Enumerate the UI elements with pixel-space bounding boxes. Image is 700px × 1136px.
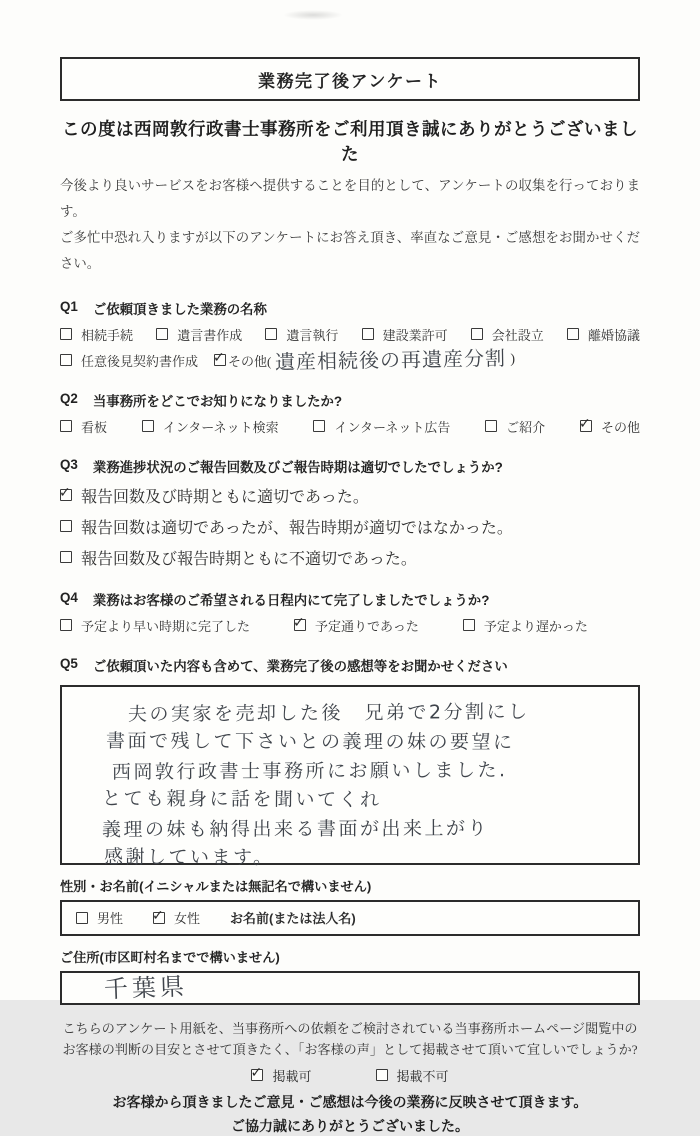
question-q5 <box>60 655 640 869</box>
gender-name-field <box>60 876 640 936</box>
q3-number: Q3 <box>60 456 78 472</box>
checkbox-icon <box>471 328 483 340</box>
option-count-ok-timing-not <box>60 515 640 538</box>
checkbox-icon <box>60 619 72 631</box>
option-label: 遺言執行 <box>286 327 339 343</box>
option-label: インターネット広告 <box>334 419 451 435</box>
option-label: 報告回数は適切であったが、報告時期が適切ではなかった。 <box>81 519 513 537</box>
intro-paragraph <box>60 173 640 278</box>
checkbox-icon <box>313 420 325 432</box>
thanks-heading: この度は西岡敦行政書士事務所をご利用頂き誠にありがとうございました <box>62 119 638 164</box>
q1-other-label: その他( <box>228 353 272 369</box>
option-divorce-agreement <box>567 325 640 344</box>
checkbox-icon <box>60 328 72 340</box>
option-label: 報告回数及び報告時期ともに不適切であった。 <box>81 550 417 568</box>
option-label: 会社設立 <box>491 327 544 343</box>
option-earlier-than-planned <box>60 616 250 635</box>
option-company-incorporation <box>471 325 544 344</box>
q5-header <box>60 656 640 675</box>
checkbox-icon <box>142 420 154 432</box>
address-box <box>60 971 640 1005</box>
checkbox-icon <box>60 551 72 563</box>
option-label: その他 <box>600 419 640 435</box>
checkbox-icon <box>76 912 88 924</box>
q2-question-text: 当事務所をどこでお知りになりましたか? <box>92 393 343 409</box>
option-label: 任意後見契約書作成 <box>81 353 199 369</box>
option-label: 女性 <box>174 911 201 927</box>
option-label: 建設業許可 <box>382 327 448 343</box>
publish-consent-line-1: こちらのアンケート用紙を、当事務所への依頼をご検討されている当事務所ホームページ閲覧中の <box>62 1020 638 1036</box>
checkbox-icon <box>567 328 579 340</box>
q3-options-list <box>60 484 640 569</box>
checkbox-checked-icon <box>214 354 226 366</box>
title-box <box>60 57 640 101</box>
q5-question-text: ご依頼頂いた内容も含めて、業務完了後の感想等をお聞かせください <box>92 658 508 674</box>
q3-question-text: 業務進捗状況のご報告回数及びご報告時期は適切でしたでしょうか? <box>92 459 503 475</box>
option-inheritance-procedure <box>60 325 133 344</box>
option-label: 看板 <box>81 419 108 435</box>
address-label: ご住所(市区町村名までで構いません) <box>60 949 280 965</box>
q1-options-row2 <box>60 346 640 375</box>
option-female <box>153 908 200 927</box>
form-title: 業務完了後アンケート <box>258 71 442 91</box>
checkbox-icon <box>60 354 72 366</box>
intro-line-2: ご多忙中恐れ入りますが以下のアンケートにお答え頂き、率直なご意見・ご感想をお聞かせください。 <box>60 230 640 272</box>
option-publish-ok <box>251 1066 311 1085</box>
option-voluntary-guardianship-contract <box>60 351 198 370</box>
q1-question-text: ご依頼頂きました業務の名称 <box>92 301 267 317</box>
checkbox-icon <box>485 420 497 432</box>
handwritten-line: 夫の実家を売却した後 兄弟で2分割にし <box>127 700 530 726</box>
option-male <box>76 908 123 927</box>
name-entry-label: お名前(または法人名) <box>230 911 356 927</box>
checkbox-checked-icon <box>294 619 306 631</box>
checkbox-icon <box>463 619 475 631</box>
checkbox-icon <box>156 328 168 340</box>
option-label: 遺言書作成 <box>177 327 243 343</box>
q4-question-text: 業務はお客様のご希望される日程内にて完了しましたでしょうか? <box>92 592 490 608</box>
question-q2 <box>60 391 640 436</box>
q3-header <box>60 457 640 476</box>
q1-other-option <box>214 346 516 375</box>
option-both-inappropriate <box>60 546 640 569</box>
publish-consent-line-2: お客様の判断の目安とさせて頂きたく、「お客様の声」として掲載させて頂いて宜しいでしょうか? <box>62 1042 638 1058</box>
handwritten-line: 書面で残して下さいとの義理の妹の要望に <box>105 729 515 754</box>
option-label: ご紹介 <box>506 419 546 435</box>
handwritten-line: 義理の妹も納得出来る書面が出来上がり <box>101 817 490 841</box>
question-q1 <box>60 298 640 375</box>
option-label: 予定より遅かった <box>483 618 588 634</box>
question-q4 <box>60 590 640 635</box>
option-label: 報告回数及び時期ともに適切であった。 <box>81 488 369 506</box>
checkbox-icon <box>60 520 72 532</box>
question-q3 <box>60 457 640 569</box>
checkbox-checked-icon <box>60 489 72 501</box>
address-field <box>60 947 640 1005</box>
checkbox-checked-icon <box>580 420 592 432</box>
checkbox-icon <box>265 328 277 340</box>
checkbox-icon <box>362 328 374 340</box>
intro-line-1: 今後より良いサービスをお客様へ提供することを目的として、アンケートの収集を行っております。 <box>60 178 640 220</box>
option-referral <box>485 417 545 436</box>
q1-header <box>60 299 640 318</box>
q5-number: Q5 <box>60 655 78 671</box>
publish-options-row <box>60 1066 640 1085</box>
footer-thanks-note: ご協力誠にありがとうございました。 <box>231 1119 469 1135</box>
option-other <box>580 417 640 436</box>
option-both-appropriate <box>60 484 640 507</box>
handwritten-line: 感謝しています。 <box>103 845 275 869</box>
option-label: 掲載可 <box>272 1068 312 1084</box>
handwritten-line: 西岡敦行政書士事務所にお願いしました. <box>111 758 508 783</box>
q4-options-row <box>60 616 640 635</box>
option-signboard <box>60 417 107 436</box>
handwritten-other-value: 遺産相続後の再遺産分割 <box>275 346 507 375</box>
option-publish-no <box>376 1066 449 1085</box>
q1-number: Q1 <box>60 298 78 314</box>
checkbox-icon <box>60 420 72 432</box>
footer-feedback-note: お客様から頂きましたご意見・ご感想は今後の業務に反映させて頂きます。 <box>112 1095 588 1111</box>
q4-header <box>60 590 640 609</box>
q2-options-row <box>60 417 640 436</box>
handwritten-comment <box>60 685 640 869</box>
q1-options-row1 <box>60 325 640 344</box>
option-later-than-planned <box>463 616 588 635</box>
checkbox-checked-icon <box>153 912 165 924</box>
q4-number: Q4 <box>60 589 78 605</box>
option-label: 予定より早い時期に完了した <box>81 618 251 634</box>
q2-number: Q2 <box>60 390 78 406</box>
option-label: 男性 <box>97 911 124 927</box>
gender-name-label: 性別・お名前(イニシャルまたは無記名で構いません) <box>60 878 372 894</box>
checkbox-checked-icon <box>251 1069 263 1081</box>
handwritten-line: とても親身に話を聞いてくれ <box>101 787 382 811</box>
q1-other-close-paren: ) <box>510 352 516 368</box>
option-internet-ad <box>313 417 450 436</box>
option-label: 離婚協議 <box>587 327 640 343</box>
option-label: 予定通りであった <box>315 618 419 634</box>
q2-header <box>60 391 640 410</box>
option-label: インターネット検索 <box>162 419 279 435</box>
gender-name-box <box>60 900 640 936</box>
option-as-planned <box>294 616 419 635</box>
publish-consent-paragraph <box>60 1018 640 1061</box>
checkbox-icon <box>376 1069 388 1081</box>
option-construction-permit <box>362 325 448 344</box>
option-will-drafting <box>156 325 242 344</box>
scan-artifact <box>283 10 343 20</box>
option-label: 掲載不可 <box>396 1068 449 1084</box>
option-will-execution <box>265 325 338 344</box>
option-internet-search <box>142 417 279 436</box>
option-label: 相続手続 <box>81 327 134 343</box>
handwritten-address: 千葉県 <box>103 972 189 1004</box>
